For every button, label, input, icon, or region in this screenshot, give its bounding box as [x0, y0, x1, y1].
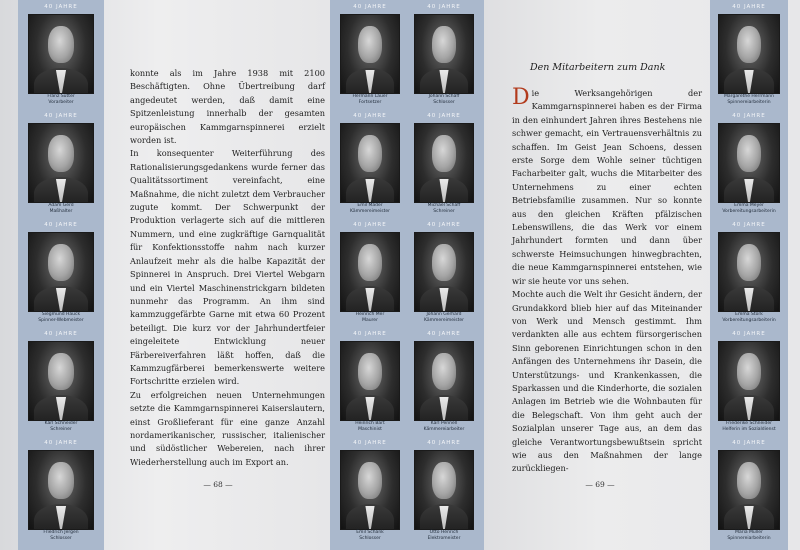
portrait-card: [334, 222, 406, 329]
portrait-card: [408, 440, 480, 547]
portrait-caption: [22, 203, 100, 214]
portrait-card: [22, 113, 100, 220]
anniversary-label: 40 JAHRE: [732, 222, 766, 228]
portrait-name: Johann Gerhard: [426, 312, 462, 317]
portrait-caption: [334, 312, 406, 323]
portrait-caption: [334, 421, 406, 432]
portrait-name: Karl Schneider: [44, 421, 78, 426]
page-number-right: — 69 —: [585, 480, 615, 489]
portrait-photo: [340, 123, 400, 203]
portrait-photo: [28, 232, 94, 312]
portrait-card: [408, 4, 480, 111]
portrait-name: Emil Mader: [357, 203, 383, 208]
anniversary-label: 40 JAHRE: [427, 331, 461, 337]
portrait-caption: [408, 203, 480, 214]
portrait-caption: [408, 530, 480, 541]
portrait-caption: [334, 94, 406, 105]
portrait-photo: [414, 341, 474, 421]
portrait-card: [22, 4, 100, 111]
paragraph: Zu erfolgreichen neuen Unternehmungen setzte die Kammgarnspinnerei Kaiserslautern, einst Großlieferant für eine ganze Anzahl nordamerikanischer, russischer, italienischer und südöstlicher Webereien, nach ihrer Wiederherstellung auch im Export an.: [130, 389, 325, 467]
portrait-role: Fortsetzer: [358, 99, 382, 105]
anniversary-label: 40 JAHRE: [427, 113, 461, 119]
left-body-text: [130, 67, 325, 469]
anniversary-label: 40 JAHRE: [732, 440, 766, 446]
anniversary-label: 40 JAHRE: [353, 331, 387, 337]
portrait-card: [712, 440, 786, 547]
anniversary-label: 40 JAHRE: [353, 440, 387, 446]
portrait-role: Kämmereimeister: [349, 208, 391, 214]
portrait-role: Helferin im Sozialdienst: [722, 426, 776, 432]
portrait-caption: [334, 203, 406, 214]
anniversary-label: 40 JAHRE: [353, 222, 387, 228]
portrait-role: Kämmereiarbeiter: [423, 426, 465, 432]
portrait-name: Heinrich Bart: [355, 421, 385, 426]
portrait-role: Vorarbeiter: [48, 99, 74, 105]
portrait-card: [712, 113, 786, 220]
paragraph: Die Werksangehörigen der Kammgarnspinnerei haben es der Firma in den einhundert Jahren ihres Bestehens nie schwer gemacht, ein Vertrauensverhältnis zu schaffen. Im Geist Jean Schoens, dessen erste Sorge dem Wohle seiner tüchtigen Facharbeiter galt, wuchs die Mitarbeiter des Unternehmens zu einer echten Betriebsfamilie zusammen. Nur so konnte aus den gleichen Kräften pfälzischen Lebenswillens, die das Werk vor einem Jahrhundert formten und dann über schwerste Heimsuchungen hinwegbrachten, die neue Kammgarnspinnerei entstehen, wie wir sie heute vor uns sehen.: [512, 85, 702, 286]
right-body-text: [512, 87, 702, 476]
portrait-caption: [408, 312, 480, 323]
paragraph: konnte als im Jahre 1938 mit 2100 Beschäftigten. Ohne Übertreibung darf angedeutet werden, daß damit eine Spitzenleistung innerhalb der gesamten europäischen Kammgarnspinnerei erzielt worden ist.: [130, 68, 325, 146]
portrait-photo: [414, 450, 474, 530]
anniversary-label: 40 JAHRE: [44, 222, 78, 228]
portrait-name: Emma Meyer: [734, 203, 764, 208]
portrait-name: Emma Stork: [735, 312, 763, 317]
portrait-caption: [22, 530, 100, 541]
portrait-caption: [408, 94, 480, 105]
portrait-role: Vorbereitungsarbeiterin: [722, 208, 776, 214]
portrait-caption: [712, 203, 786, 214]
portrait-role: Schreiner: [433, 208, 455, 214]
portrait-role: Schlosser: [359, 535, 381, 541]
page-number-left: — 68 —: [203, 480, 233, 489]
portrait-card: [408, 331, 480, 438]
portrait-card: [334, 4, 406, 111]
portrait-caption: [22, 312, 100, 323]
portrait-photo: [718, 341, 780, 421]
portrait-photo: [718, 232, 780, 312]
portrait-name: Karl Pennell: [430, 421, 458, 426]
portrait-name: Otto Henrich: [429, 530, 459, 535]
portrait-card: [22, 440, 100, 547]
portrait-role: Kämmereimeister: [423, 317, 465, 323]
anniversary-label: 40 JAHRE: [44, 331, 78, 337]
portrait-caption: [408, 421, 480, 432]
portrait-role: Spinnereiarbeiterin: [727, 535, 771, 541]
portrait-caption: [334, 530, 406, 541]
portrait-name: Emil Schank: [356, 530, 384, 535]
portrait-photo: [340, 450, 400, 530]
drop-cap: D: [512, 85, 530, 110]
portrait-name: Adam Gerd: [48, 203, 74, 208]
portrait-strip-right: [710, 0, 788, 550]
portrait-strip-left: [18, 0, 104, 550]
portrait-photo: [718, 14, 780, 94]
portrait-card: [334, 331, 406, 438]
portrait-caption: [712, 530, 786, 541]
portrait-card: [712, 4, 786, 111]
portrait-role: Spinner-Webmeister: [38, 317, 84, 323]
anniversary-label: 40 JAHRE: [44, 440, 78, 446]
anniversary-label: 40 JAHRE: [732, 331, 766, 337]
portrait-name: Friedrich Jergen: [43, 530, 79, 535]
portrait-photo: [414, 14, 474, 94]
portrait-role: Spinnereiarbeiterin: [727, 99, 771, 105]
portrait-name: Margarethe Herrmann: [724, 94, 774, 99]
portrait-card: [408, 113, 480, 220]
portrait-role: Maschinist: [358, 426, 382, 432]
portrait-role: Maurer: [362, 317, 378, 323]
anniversary-label: 40 JAHRE: [353, 113, 387, 119]
portrait-name: Johann Schaff: [428, 94, 460, 99]
portrait-caption: [22, 94, 100, 105]
portrait-card: [22, 222, 100, 329]
portrait-card: [22, 331, 100, 438]
portrait-caption: [712, 94, 786, 105]
portrait-role: Schreiner: [50, 426, 72, 432]
portrait-name: Franz Sutter: [47, 94, 75, 99]
anniversary-label: 40 JAHRE: [44, 113, 78, 119]
portrait-strip-center: [330, 0, 484, 550]
portrait-role: Vorbereitungsarbeiterin: [722, 317, 776, 323]
portrait-photo: [28, 450, 94, 530]
portrait-caption: [712, 312, 786, 323]
portrait-card: [334, 113, 406, 220]
portrait-photo: [340, 14, 400, 94]
section-title: Den Mitarbeitern zum Dank: [530, 62, 666, 73]
portrait-name: Siegmund Hauck: [41, 312, 81, 317]
portrait-role: Schlosser: [50, 535, 72, 541]
paragraph: Mochte auch die Welt ihr Gesicht ändern, der Grundakkord blieb hier auf das Miteinander von Werk und Mensch gestimmt. Ihm verdankten alle aus echtem fürsorgerischen Sinn geborenen Einrichtungen schon in den Anfängen des Unternehmens ihr Dasein, die Unterstützungs- und Krankenkassen, die Sparkassen und die Kinderhorte, die sozialen Anlagen im Betrieb wie die Wohnbauten für die Belegschaft. Von ihm geht auch der Sozialplan unserer Tage aus, an dem das gleiche Verantwortungsbewußtsein spricht wie aus den Maßnahmen der lange zurückliegen-: [512, 289, 702, 474]
anniversary-label: 40 JAHRE: [732, 4, 766, 10]
portrait-name: Michael Schaff: [427, 203, 461, 208]
portrait-card: [408, 222, 480, 329]
anniversary-label: 40 JAHRE: [427, 4, 461, 10]
portrait-card: [712, 331, 786, 438]
portrait-photo: [28, 123, 94, 203]
paragraph: In konsequenter Weiterführung des Rationalisierungsgedankens wurde ferner das Qualitätssortiment vereinfacht, eine Maßnahme, die nicht zuletzt dem Verbraucher zugute kommt. Der Schwerpunkt der Produktion verlagerte sich auf die mittleren Nummern, und eine zugkräftige Garnqualität für Konfektionsstoffe nahm nach kurzer Anlaufzeit mehr als die halbe Kapazität der Spinnerei in Anspruch. Drei Viertel Webgarn und ein Viertel Maschinenstrickgarn bildeten nunmehr das Programm. An ihm sind kammzuggefärbte Garne mit etwa 60 Prozent beteiligt. Die kurz vor der Jahrhundertfeier eingeleitete Entwicklung neuer Färbereiverfahren läßt hoffen, daß die Kammzugfärberei bemerkenswerte weitere Fortschritte erzielen wird.: [130, 148, 325, 387]
portrait-role: Elektromeister: [427, 535, 461, 541]
portrait-role: Maßhalter: [49, 208, 73, 214]
portrait-card: [712, 222, 786, 329]
anniversary-label: 40 JAHRE: [427, 222, 461, 228]
portrait-card: [334, 440, 406, 547]
anniversary-label: 40 JAHRE: [44, 4, 78, 10]
portrait-caption: [22, 421, 100, 432]
anniversary-label: 40 JAHRE: [732, 113, 766, 119]
portrait-caption: [712, 421, 786, 432]
portrait-photo: [340, 341, 400, 421]
portrait-photo: [718, 123, 780, 203]
anniversary-label: 40 JAHRE: [353, 4, 387, 10]
portrait-role: Schlosser: [433, 99, 455, 105]
portrait-photo: [414, 123, 474, 203]
portrait-photo: [28, 341, 94, 421]
portrait-photo: [28, 14, 94, 94]
anniversary-label: 40 JAHRE: [427, 440, 461, 446]
portrait-photo: [718, 450, 780, 530]
portrait-name: Friederike Schneider: [725, 421, 773, 426]
portrait-name: Heinrich Mer: [355, 312, 385, 317]
portrait-name: Maria Müller: [735, 530, 763, 535]
portrait-photo: [414, 232, 474, 312]
portrait-name: Hermann Lauer: [352, 94, 388, 99]
portrait-photo: [340, 232, 400, 312]
